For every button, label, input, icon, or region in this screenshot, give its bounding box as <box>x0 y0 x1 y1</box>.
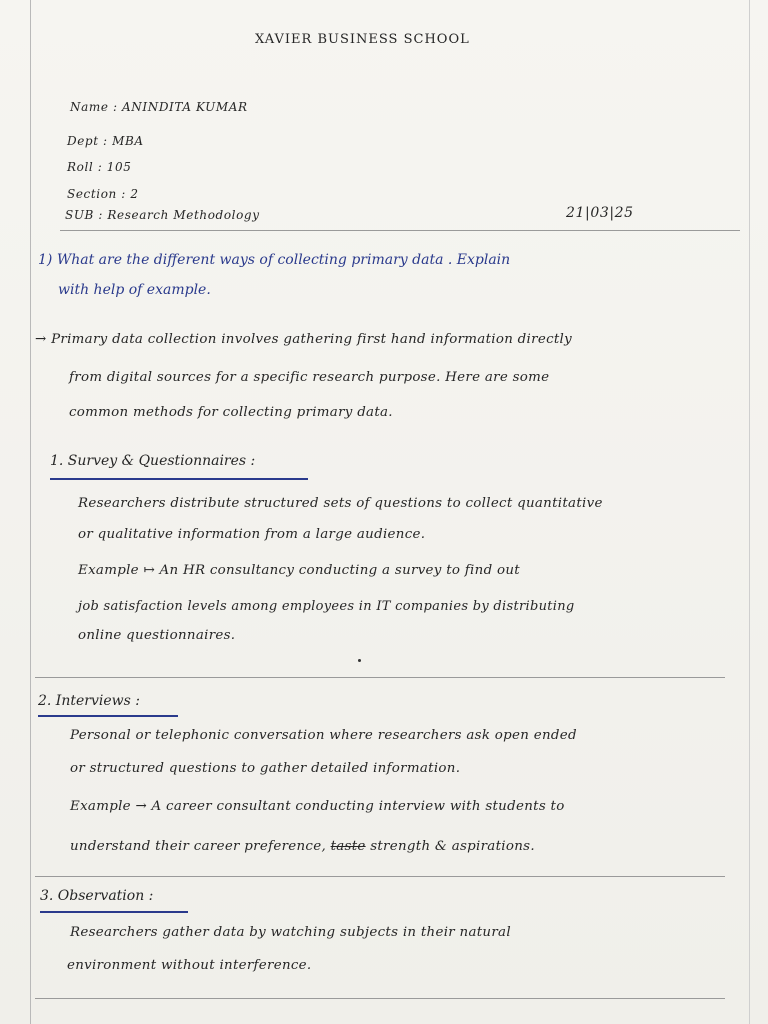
section-1-line-5: online questionnaires. <box>78 628 236 643</box>
section-2-line-3: Example → A career consultant conducting interview with students to <box>70 799 565 814</box>
section-2-underline <box>38 715 178 717</box>
section: Section : 2 <box>67 187 139 201</box>
section-2-line-4-after: strength & aspirations. <box>370 839 535 854</box>
section-2-line-4 <box>70 839 535 854</box>
student-name: Name : ANINDITA KUMAR <box>70 100 248 114</box>
struck-word: taste <box>330 839 366 854</box>
section-1-line-1: Researchers distribute structured sets of questions to collect quantitative <box>78 496 603 511</box>
subject: SUB : Research Methodology <box>65 208 260 222</box>
question-line-2: with help of example. <box>58 282 211 298</box>
page-edge <box>749 0 750 1024</box>
intro-line-1: → Primary data collection involves gathering first hand information directly <box>35 332 572 347</box>
section-rule-2 <box>35 876 725 877</box>
intro-line-3: common methods for collecting primary data. <box>69 405 393 420</box>
margin-line <box>30 0 31 1024</box>
department: Dept : MBA <box>67 134 144 148</box>
section-rule-1 <box>35 677 725 678</box>
roll-number: Roll : 105 <box>67 160 132 174</box>
ink-dot <box>358 659 361 662</box>
section-1-underline <box>50 478 308 480</box>
section-1-heading: 1. Survey & Questionnaires : <box>50 453 256 469</box>
section-2-heading: 2. Interviews : <box>38 693 140 709</box>
school-title: XAVIER BUSINESS SCHOOL <box>255 32 470 47</box>
section-3-underline <box>40 911 188 913</box>
section-3-line-2: environment without interference. <box>67 958 312 973</box>
question-line-1: 1) What are the different ways of collecting primary data . Explain <box>38 252 511 268</box>
section-2-line-4-before: understand their career preference, <box>70 839 327 854</box>
section-2-line-1: Personal or telephonic conversation where researchers ask open ended <box>70 728 577 743</box>
header-rule <box>60 230 740 231</box>
section-3-line-1: Researchers gather data by watching subjects in their natural <box>70 925 511 940</box>
section-1-line-3: Example ↦ An HR consultancy conducting a survey to find out <box>78 563 520 578</box>
date: 21|03|25 <box>566 205 634 221</box>
section-2-line-2: or structured questions to gather detailed information. <box>70 761 461 776</box>
section-1-line-2: or qualitative information from a large audience. <box>78 527 426 542</box>
section-3-heading: 3. Observation : <box>40 888 154 904</box>
intro-line-2: from digital sources for a specific research purpose. Here are some <box>69 370 550 385</box>
bottom-rule <box>35 998 725 999</box>
section-1-line-4: job satisfaction levels among employees in IT companies by distributing <box>78 599 575 614</box>
